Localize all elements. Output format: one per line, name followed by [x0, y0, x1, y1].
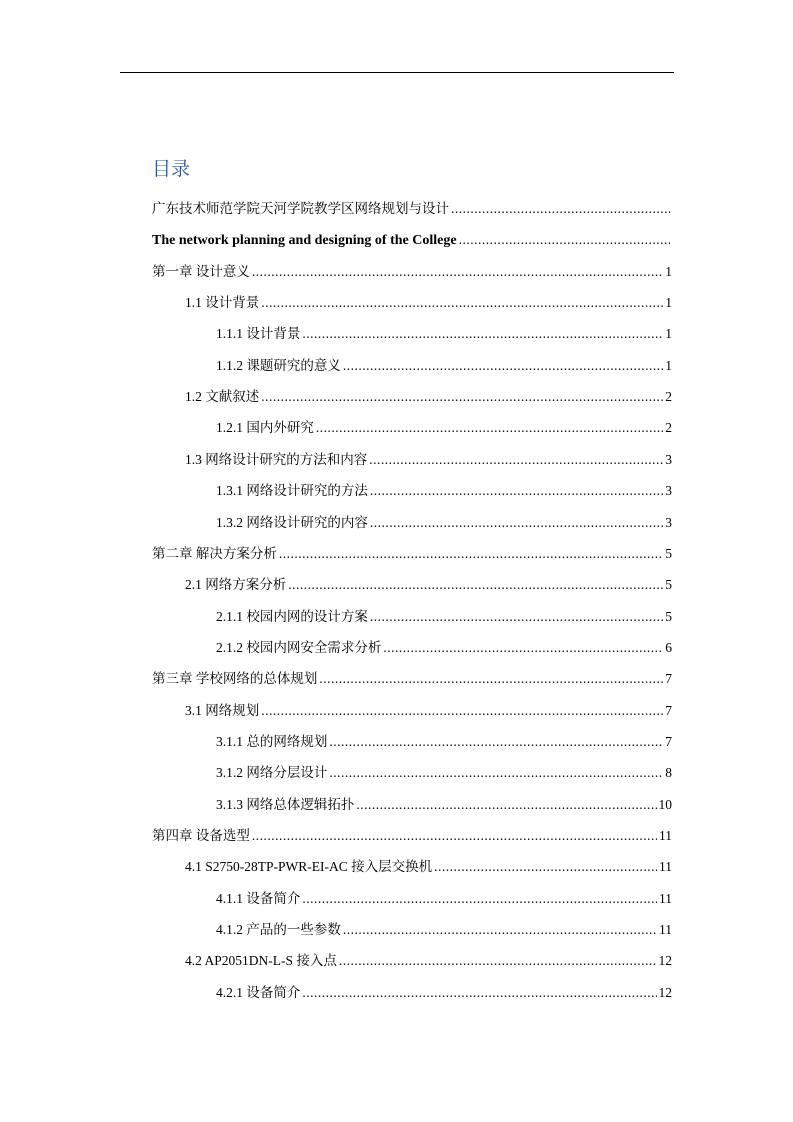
toc-leader-dots [339, 949, 657, 973]
toc-entry-page: 7 [665, 671, 672, 686]
toc-entry[interactable] [216, 605, 672, 629]
toc-entry-title: 1.3.2 网络设计研究的内容 [216, 515, 368, 530]
toc-entry-title: 3.1 网络规划 [185, 703, 260, 718]
toc-entry-title: 1.1.1 设计背景 [216, 326, 301, 341]
toc-leader-dots [383, 636, 663, 660]
toc-entry[interactable] [216, 479, 672, 503]
toc-entry-title: 1.1 设计背景 [185, 295, 260, 310]
toc-entry-title: 4.1.1 设备简介 [216, 891, 301, 906]
toc-entry[interactable] [216, 761, 672, 785]
toc-entry-title: 第二章 解决方案分析 [152, 546, 277, 561]
toc-leader-dots [288, 573, 663, 597]
toc-leader-dots [302, 322, 663, 346]
toc-entry-title: 1.2 文献叙述 [185, 389, 260, 404]
toc-entry[interactable] [216, 918, 672, 942]
toc-entry-title: 1.1.2 课题研究的意义 [216, 358, 341, 373]
toc-entry[interactable] [152, 260, 672, 284]
toc-leader-dots [370, 605, 663, 629]
toc-leader-dots [329, 730, 663, 754]
toc-entry-page: 1 [665, 264, 672, 279]
toc-entry-page: 5 [665, 609, 672, 624]
toc-entry-page: 3 [665, 452, 672, 467]
toc-entry[interactable] [216, 636, 672, 660]
toc-entry-title: 4.1.2 产品的一些参数 [216, 922, 341, 937]
toc-leader-dots [252, 260, 663, 284]
toc-entry-page: 1 [665, 295, 672, 310]
toc-leader-dots [356, 793, 656, 817]
toc-entry[interactable] [152, 542, 672, 566]
toc-entry[interactable] [216, 981, 672, 1005]
toc-leader-dots [329, 761, 663, 785]
toc-entry[interactable] [185, 855, 672, 879]
toc-entry-title: 2.1.1 校园内网的设计方案 [216, 609, 368, 624]
toc-entry-page: 3 [665, 515, 672, 530]
toc-leader-dots [459, 228, 670, 252]
toc-entry[interactable] [185, 699, 672, 723]
toc-leader-dots [261, 699, 663, 723]
toc-entry-title: 1.3.1 网络设计研究的方法 [216, 483, 368, 498]
toc-entry-title: 1.2.1 国内外研究 [216, 420, 314, 435]
toc-entry[interactable] [216, 511, 672, 535]
toc-entry[interactable] [152, 824, 672, 848]
toc-leader-dots [261, 291, 663, 315]
toc-entry[interactable] [216, 416, 672, 440]
toc-entry-title: 2.1.2 校园内网安全需求分析 [216, 640, 382, 655]
toc-leader-dots [370, 511, 663, 535]
header-rule [120, 72, 674, 73]
toc-entry-page: 11 [659, 859, 672, 874]
toc-entry[interactable] [185, 291, 672, 315]
toc-leader-dots [343, 354, 663, 378]
toc-entry-page: 7 [665, 703, 672, 718]
toc-entry-page: 7 [665, 734, 672, 749]
toc-entry-title: 2.1 网络方案分析 [185, 577, 287, 592]
toc-entry[interactable] [152, 667, 672, 691]
toc-leader-dots [302, 887, 657, 911]
toc-entry-page: 10 [658, 797, 672, 812]
toc-entry[interactable] [185, 949, 672, 973]
toc-entry-page: 11 [659, 828, 672, 843]
toc-entry-page: 11 [659, 922, 672, 937]
toc-entry[interactable] [185, 385, 672, 409]
toc-entry-title: The network planning and designing of the College [152, 233, 457, 248]
toc-entry[interactable] [216, 730, 672, 754]
toc-leader-dots [279, 542, 663, 566]
toc-leader-dots [370, 479, 663, 503]
toc-entry-title: 4.1 S2750-28TP-PWR-EI-AC 接入层交换机 [185, 859, 433, 874]
toc-entry-title: 第三章 学校网络的总体规划 [152, 671, 318, 686]
toc-leader-dots [319, 667, 663, 691]
toc-entry-title: 4.2 AP2051DN-L-S 接入点 [185, 953, 337, 968]
toc-entry-page: 1 [665, 326, 672, 341]
toc-leader-dots [343, 918, 657, 942]
toc-entry-page: 2 [665, 389, 672, 404]
toc-leader-dots [451, 197, 670, 221]
toc-entry-page: 1 [665, 358, 672, 373]
toc-entry[interactable] [216, 354, 672, 378]
toc-entry-page: 5 [665, 577, 672, 592]
toc-entry-page: 8 [665, 765, 672, 780]
toc-entry-title: 1.3 网络设计研究的方法和内容 [185, 452, 368, 467]
toc-entry[interactable] [152, 197, 672, 221]
toc-entry-title: 3.1.1 总的网络规划 [216, 734, 328, 749]
toc-entry-title: 4.2.1 设备简介 [216, 985, 301, 1000]
toc-leader-dots [434, 855, 657, 879]
toc-entry[interactable] [216, 887, 672, 911]
toc-entry-title: 3.1.2 网络分层设计 [216, 765, 328, 780]
toc-entry-page: 2 [665, 420, 672, 435]
toc-entry-page: 11 [659, 891, 672, 906]
toc-leader-dots [316, 416, 663, 440]
toc-leader-dots [369, 448, 663, 472]
toc-entry-page: 12 [658, 985, 672, 1000]
toc-entry-page: 12 [658, 953, 672, 968]
toc-entry-title: 第一章 设计意义 [152, 264, 250, 279]
toc-entry-page: 6 [665, 640, 672, 655]
toc-entry-title: 广东技术师范学院天河学院教学区网络规划与设计 [152, 201, 449, 216]
toc-entry[interactable] [185, 448, 672, 472]
toc-entry[interactable] [216, 322, 672, 346]
toc-entry-page: 3 [665, 483, 672, 498]
toc-entry-title: 3.1.3 网络总体逻辑拓扑 [216, 797, 355, 812]
toc-leader-dots [261, 385, 663, 409]
toc-entry-page: 5 [665, 546, 672, 561]
toc-leader-dots [302, 981, 656, 1005]
toc-entry-title: 第四章 设备选型 [152, 828, 250, 843]
toc-entry[interactable] [152, 228, 672, 252]
toc-entry[interactable] [185, 573, 672, 597]
page-title: 目录 [152, 158, 191, 180]
toc-leader-dots [252, 824, 657, 848]
toc-entry[interactable] [216, 793, 672, 817]
